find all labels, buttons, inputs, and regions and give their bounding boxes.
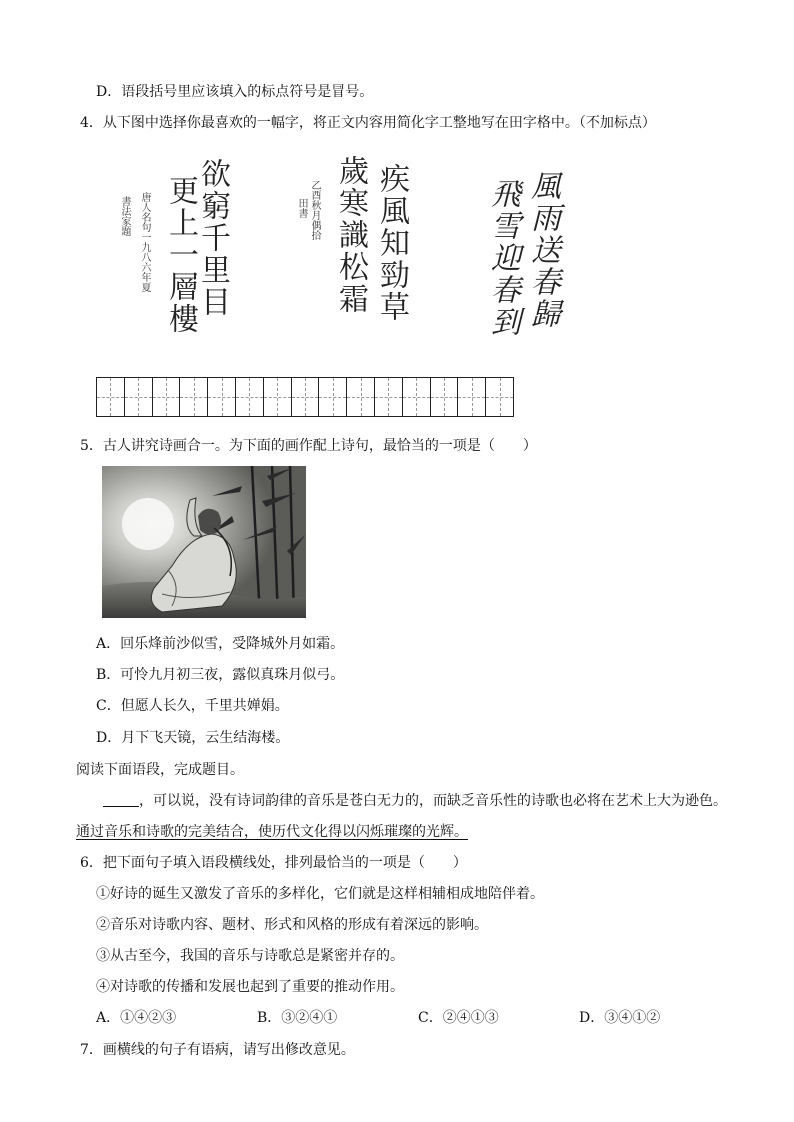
tianzige-cell[interactable] xyxy=(485,377,514,417)
q6-option-c: C．②④①③ xyxy=(418,1010,499,1026)
tianzige-cell[interactable] xyxy=(318,377,347,417)
tianzige-cell[interactable] xyxy=(152,377,181,417)
q5-option-d: D．月下飞天镜，云生结海楼。 xyxy=(96,730,290,746)
tianzige-cell[interactable] xyxy=(402,377,431,417)
q5-option-b: B．可怜九月初三夜，露似真珠月似弓。 xyxy=(96,667,345,683)
q6-sentence-2: ②音乐对诗歌内容、题材、形式和风格的形成有着深远的影响。 xyxy=(96,917,488,933)
moon-poet-painting xyxy=(102,466,306,618)
calligraphy-2-note-2: 田書 xyxy=(296,198,307,218)
q5-option-c: C．但愿人长久，千里共婵娟。 xyxy=(96,698,289,714)
q3-option-d: D．语段括号里应该填入的标点符号是冒号。 xyxy=(96,84,374,100)
q6-option-a: A．①④②③ xyxy=(96,1010,177,1026)
tianzige-cell[interactable] xyxy=(124,377,153,417)
q6-sentence-3: ③从古至今，我国的音乐与诗歌总是紧密并存的。 xyxy=(96,948,404,964)
passage-underlined-sentence: 通过音乐和诗歌的完美结合，使历代文化得以闪烁璀璨的光辉。 xyxy=(76,824,468,840)
calligraphy-2-col-left: 歲寒識松霜 xyxy=(333,155,368,315)
tianzige-cell[interactable] xyxy=(96,377,125,417)
tianzige-cell[interactable] xyxy=(235,377,264,417)
tianzige-cell[interactable] xyxy=(263,377,292,417)
calligraphy-1-col-right: 欲窮千里目 xyxy=(195,158,230,318)
question-6: 6．把下面句子填入语段横线处，排列最恰当的一项是（ ） xyxy=(80,855,467,871)
q6-option-b: B．③②④① xyxy=(257,1010,338,1026)
question-7: 7．画横线的句子有语病，请写出修改意见。 xyxy=(80,1042,355,1058)
q6-sentence-1: ①好诗的诞生又激发了音乐的多样化，它们就是这样相辅相成地陪伴着。 xyxy=(96,886,544,902)
tianzige-cell[interactable] xyxy=(207,377,236,417)
tianzige-cell[interactable] xyxy=(291,377,320,417)
tianzige-cell[interactable] xyxy=(179,377,208,417)
tianzige-cell[interactable] xyxy=(430,377,459,417)
calligraphy-3-col-right: 風雨送春歸 xyxy=(525,170,560,330)
calligraphy-1-note-2: 書法家題 xyxy=(119,196,130,236)
tianzige-cell[interactable] xyxy=(346,377,375,417)
tianzige-cell[interactable] xyxy=(457,377,486,417)
q5-option-a: A．回乐烽前沙似雪，受降城外月如霜。 xyxy=(96,636,345,652)
calligraphy-1-col-left: 更上一層樓 xyxy=(163,175,198,335)
passage-blank[interactable] xyxy=(103,792,139,807)
question-4: 4．从下图中选择你最喜欢的一幅字，将正文内容用简化字工整地写在田字格中。（不加标点） xyxy=(80,115,656,131)
passage-line-1-text: ，可以说，没有诗词韵律的音乐是苍白无力的，而缺乏音乐性的诗歌也必将在艺术上大为逊色。 xyxy=(139,793,727,809)
calligraphy-1-note-1: 唐人名句一九八六年夏 xyxy=(139,192,150,292)
q6-option-d: D．③④①② xyxy=(579,1010,661,1026)
reading-intro: 阅读下面语段，完成题目。 xyxy=(76,762,244,778)
calligraphy-2-note-1: 乙酉秋月偶拾 xyxy=(309,180,320,240)
q6-sentence-4: ④对诗歌的传播和发展也起到了重要的推动作用。 xyxy=(96,979,404,995)
tianzige-cell[interactable] xyxy=(374,377,403,417)
question-5: 5．古人讲究诗画合一。为下面的画作配上诗句，最恰当的一项是（ ） xyxy=(80,438,537,454)
calligraphy-2-col-right: 疾風知勁草 xyxy=(374,163,409,323)
calligraphy-3-col-left: 飛雪迎春到 xyxy=(485,178,520,338)
tianzige-grid[interactable] xyxy=(97,377,514,417)
passage-line-1 xyxy=(103,791,727,811)
